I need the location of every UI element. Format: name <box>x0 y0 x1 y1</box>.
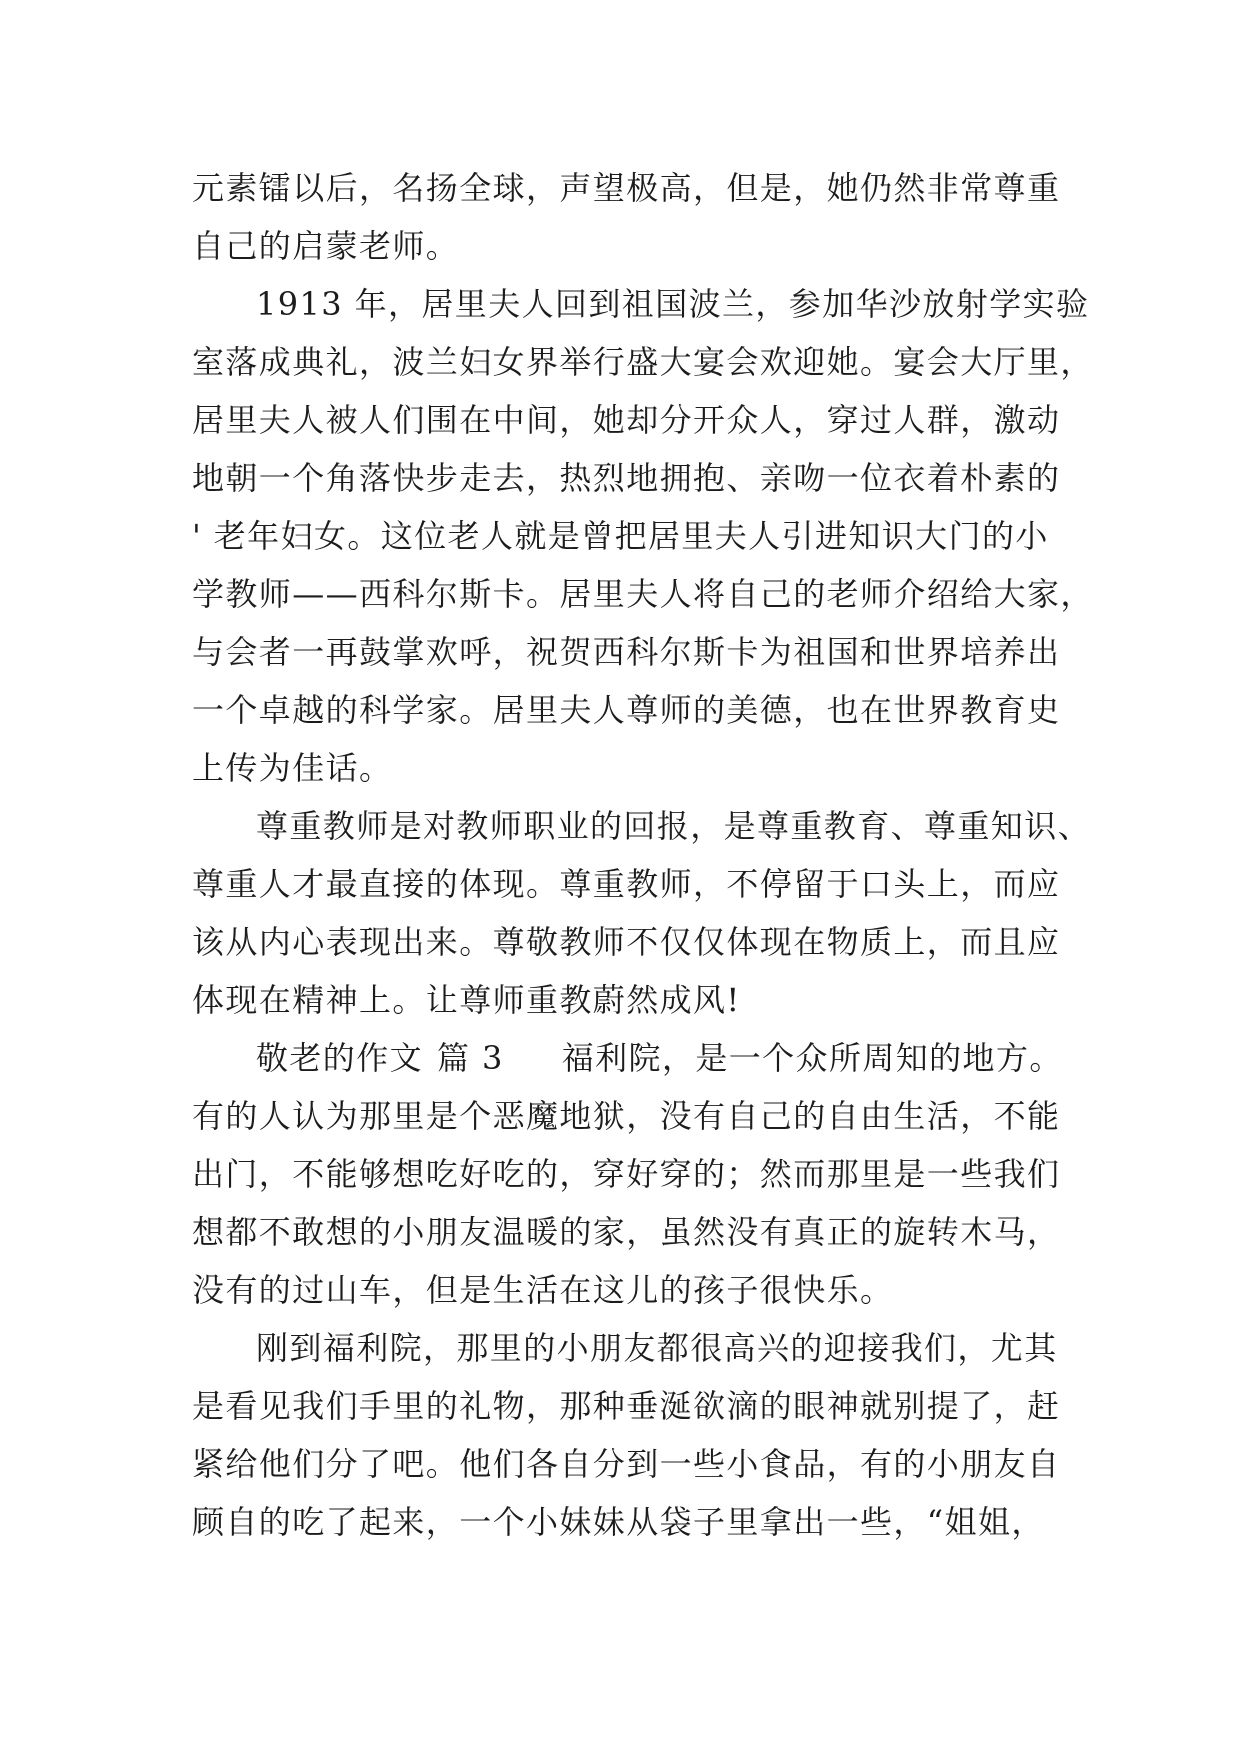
text-line: 居里夫人被人们围在中间，她却分开众人，穿过人群，激动 <box>192 401 1061 439</box>
section-heading-line <box>256 1028 1076 1088</box>
text-line: 一个卓越的科学家。居里夫人尊师的美德，也在世界教育史 <box>192 691 1061 729</box>
text-line: 有的人认为那里是个恶魔地狱，没有自己的自由生活，不能 <box>192 1097 1061 1135</box>
text-line: 与会者一再鼓掌欢呼，祝贺西科尔斯卡为祖国和世界培养出 <box>192 633 1061 671</box>
section-number: 篇 3 <box>437 1039 504 1077</box>
section-title: 敬老的作文 <box>256 1039 424 1077</box>
section-opening-text: 福利院，是一个众所周知的地方。 <box>561 1039 1063 1077</box>
text-line: 学教师——西科尔斯卡。居里夫人将自己的老师介绍给大家， <box>192 575 1094 613</box>
text-line: 元素镭以后，名扬全球，声望极高，但是，她仍然非常尊重 <box>192 169 1061 207</box>
text-line: 尊重人才最直接的体现。尊重教师，不停留于口头上，而应 <box>192 865 1061 903</box>
text-line: 是看见我们手里的礼物，那种垂涎欲滴的眼神就别提了，赶 <box>192 1387 1061 1425</box>
text-line: 体现在精神上。让尊师重教蔚然成风! <box>192 981 741 1019</box>
paragraph-first-line: 刚到福利院，那里的小朋友都很高兴的迎接我们，尤其 <box>256 1329 1058 1367</box>
text-line: 顾自的吃了起来，一个小妹妹从袋子里拿出一些，“姐姐， <box>192 1503 1045 1541</box>
paragraph-first-line: 尊重教师是对教师职业的回报，是尊重教育、尊重知识、 <box>256 807 1092 845</box>
paragraph-first-line: 1913 年，居里夫人回到祖国波兰，参加华沙放射学实验 <box>256 285 1090 323</box>
text-line: 出门，不能够想吃好吃的，穿好穿的；然而那里是一些我们 <box>192 1155 1061 1193</box>
text-line: ' 老年妇女。这位老人就是曾把居里夫人引进知识大门的小 <box>192 517 1049 555</box>
text-line: 紧给他们分了吧。他们各自分到一些小食品，有的小朋友自 <box>192 1445 1061 1483</box>
text-line: 该从内心表现出来。尊敬教师不仅仅体现在物质上，而且应 <box>192 923 1061 961</box>
text-line: 室落成典礼，波兰妇女界举行盛大宴会欢迎她。宴会大厅里， <box>192 343 1094 381</box>
text-line: 地朝一个角落快步走去，热烈地拥抱、亲吻一位衣着朴素的 <box>192 459 1061 497</box>
text-line: 想都不敢想的小朋友温暖的家，虽然没有真正的旋转木马， <box>192 1213 1061 1251</box>
text-line: 没有的过山车，但是生活在这儿的孩子很快乐。 <box>192 1271 894 1309</box>
text-line: 自己的启蒙老师。 <box>192 227 460 265</box>
text-line: 上传为佳话。 <box>192 749 393 787</box>
